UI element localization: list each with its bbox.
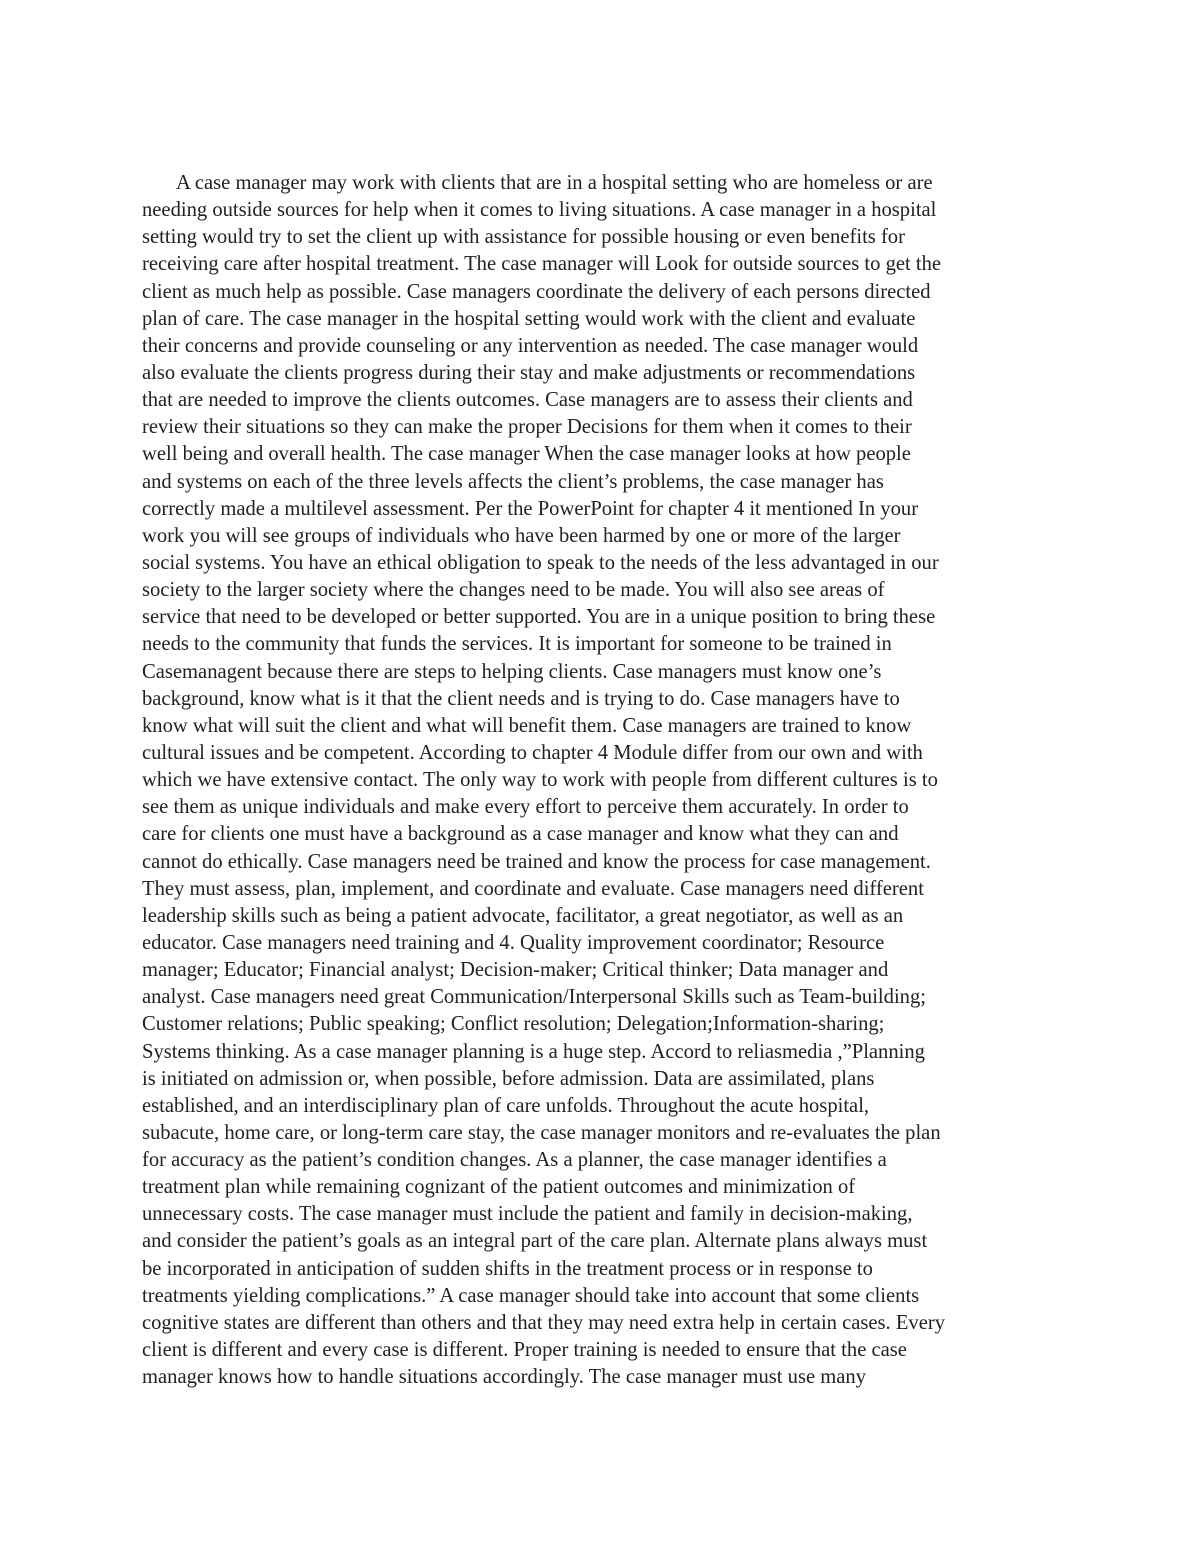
paragraph-line: needs to the community that funds the services. It is important for someone to be trained in <box>142 633 892 656</box>
paragraph-line: analyst. Case managers need great Communication/Interpersonal Skills such as Team-building; <box>142 986 926 1009</box>
paragraph-line: know what will suit the client and what will benefit them. Case managers are trained to know <box>142 714 912 737</box>
paragraph-line: correctly made a multilevel assessment. Per the PowerPoint for chapter 4 it mentioned In your <box>142 497 919 520</box>
paragraph-line: treatment plan while remaining cognizant of the patient outcomes and minimization of <box>142 1176 856 1199</box>
paragraph-line: leadership skills such as being a patient advocate, facilitator, a great negotiator, as well as an <box>142 904 904 927</box>
paragraph-line: cultural issues and be competent. According to chapter 4 Module differ from our own and with <box>142 741 923 764</box>
paragraph-line: unnecessary costs. The case manager must include the patient and family in decision-making, <box>142 1203 913 1226</box>
paragraph-line: background, know what is it that the client needs and is trying to do. Case managers have to <box>142 687 900 710</box>
paragraph-line: Customer relations; Public speaking; Conflict resolution; Delegation;Information-sharing; <box>142 1013 885 1036</box>
paragraph-line: be incorporated in anticipation of sudden shifts in the treatment process or in response to <box>142 1257 873 1280</box>
paragraph-line: plan of care. The case manager in the hospital setting would work with the client and evaluate <box>142 307 916 330</box>
paragraph-line: and systems on each of the three levels affects the client’s problems, the case manager has <box>142 470 884 493</box>
paragraph-line: Casemanagent because there are steps to helping clients. Case managers must know one’s <box>142 660 882 683</box>
paragraph-line: cannot do ethically. Case managers need be trained and know the process for case management. <box>142 850 931 873</box>
paragraph-line: for accuracy as the patient’s condition changes. As a planner, the case manager identifies a <box>142 1149 887 1172</box>
paragraph-line: their concerns and provide counseling or any intervention as needed. The case manager would <box>142 334 919 357</box>
paragraph-line: work you will see groups of individuals who have been harmed by one or more of the larger <box>142 524 901 547</box>
paragraph-line: educator. Case managers need training and 4. Quality improvement coordinator; Resource <box>142 931 885 954</box>
paragraph-line: client as much help as possible. Case managers coordinate the delivery of each persons directed <box>142 280 931 303</box>
body-paragraph <box>142 170 1072 1391</box>
paragraph-line: service that need to be developed or better supported. You are in a unique position to bring these <box>142 606 936 629</box>
paragraph-line: is initiated on admission or, when possible, before admission. Data are assimilated, plans <box>142 1067 875 1090</box>
paragraph-line: see them as unique individuals and make every effort to perceive them accurately. In order to <box>142 796 909 819</box>
paragraph-line: client is different and every case is different. Proper training is needed to ensure that the case <box>142 1339 907 1362</box>
paragraph-line: manager knows how to handle situations accordingly. The case manager must use many <box>142 1366 867 1389</box>
paragraph-line: Systems thinking. As a case manager planning is a huge step. Accord to reliasmedia ,”Planning <box>142 1040 925 1063</box>
paragraph-line: They must assess, plan, implement, and coordinate and evaluate. Case managers need different <box>142 877 924 900</box>
paragraph-line: subacute, home care, or long-term care stay, the case manager monitors and re-evaluates the plan <box>142 1121 941 1144</box>
paragraph-line: established, and an interdisciplinary plan of care unfolds. Throughout the acute hospital, <box>142 1094 870 1117</box>
paragraph-line: needing outside sources for help when it comes to living situations. A case manager in a hospital <box>142 199 937 222</box>
paragraph-line: well being and overall health. The case manager When the case manager looks at how people <box>142 443 911 466</box>
paragraph-line: also evaluate the clients progress during their stay and make adjustments or recommendations <box>142 361 916 384</box>
paragraph-line: social systems. You have an ethical obligation to speak to the needs of the less advantaged in our <box>142 551 939 574</box>
paragraph-line: and consider the patient’s goals as an integral part of the care plan. Alternate plans always must <box>142 1230 928 1253</box>
paragraph-line: receiving care after hospital treatment. The case manager will Look for outside sources to get the <box>142 253 942 276</box>
paragraph-line: which we have extensive contact. The only way to work with people from different cultures is to <box>142 769 938 792</box>
paragraph-line: A case manager may work with clients that are in a hospital setting who are homeless or are <box>176 172 933 194</box>
paragraph-line: review their situations so they can make the proper Decisions for them when it comes to their <box>142 416 912 439</box>
paragraph-line: setting would try to set the client up with assistance for possible housing or even benefits for <box>142 226 905 249</box>
paragraph-line: care for clients one must have a background as a case manager and know what they can and <box>142 823 899 846</box>
paragraph-line: society to the larger society where the changes need to be made. You will also see areas of <box>142 579 885 602</box>
paragraph-line: treatments yielding complications.” A case manager should take into account that some clients <box>142 1284 920 1307</box>
paragraph-line: cognitive states are different than others and that they may need extra help in certain cases. Every <box>142 1311 946 1334</box>
paragraph-line: manager; Educator; Financial analyst; Decision-maker; Critical thinker; Data manager and <box>142 959 889 982</box>
paragraph-line: that are needed to improve the clients outcomes. Case managers are to assess their clients and <box>142 389 913 412</box>
